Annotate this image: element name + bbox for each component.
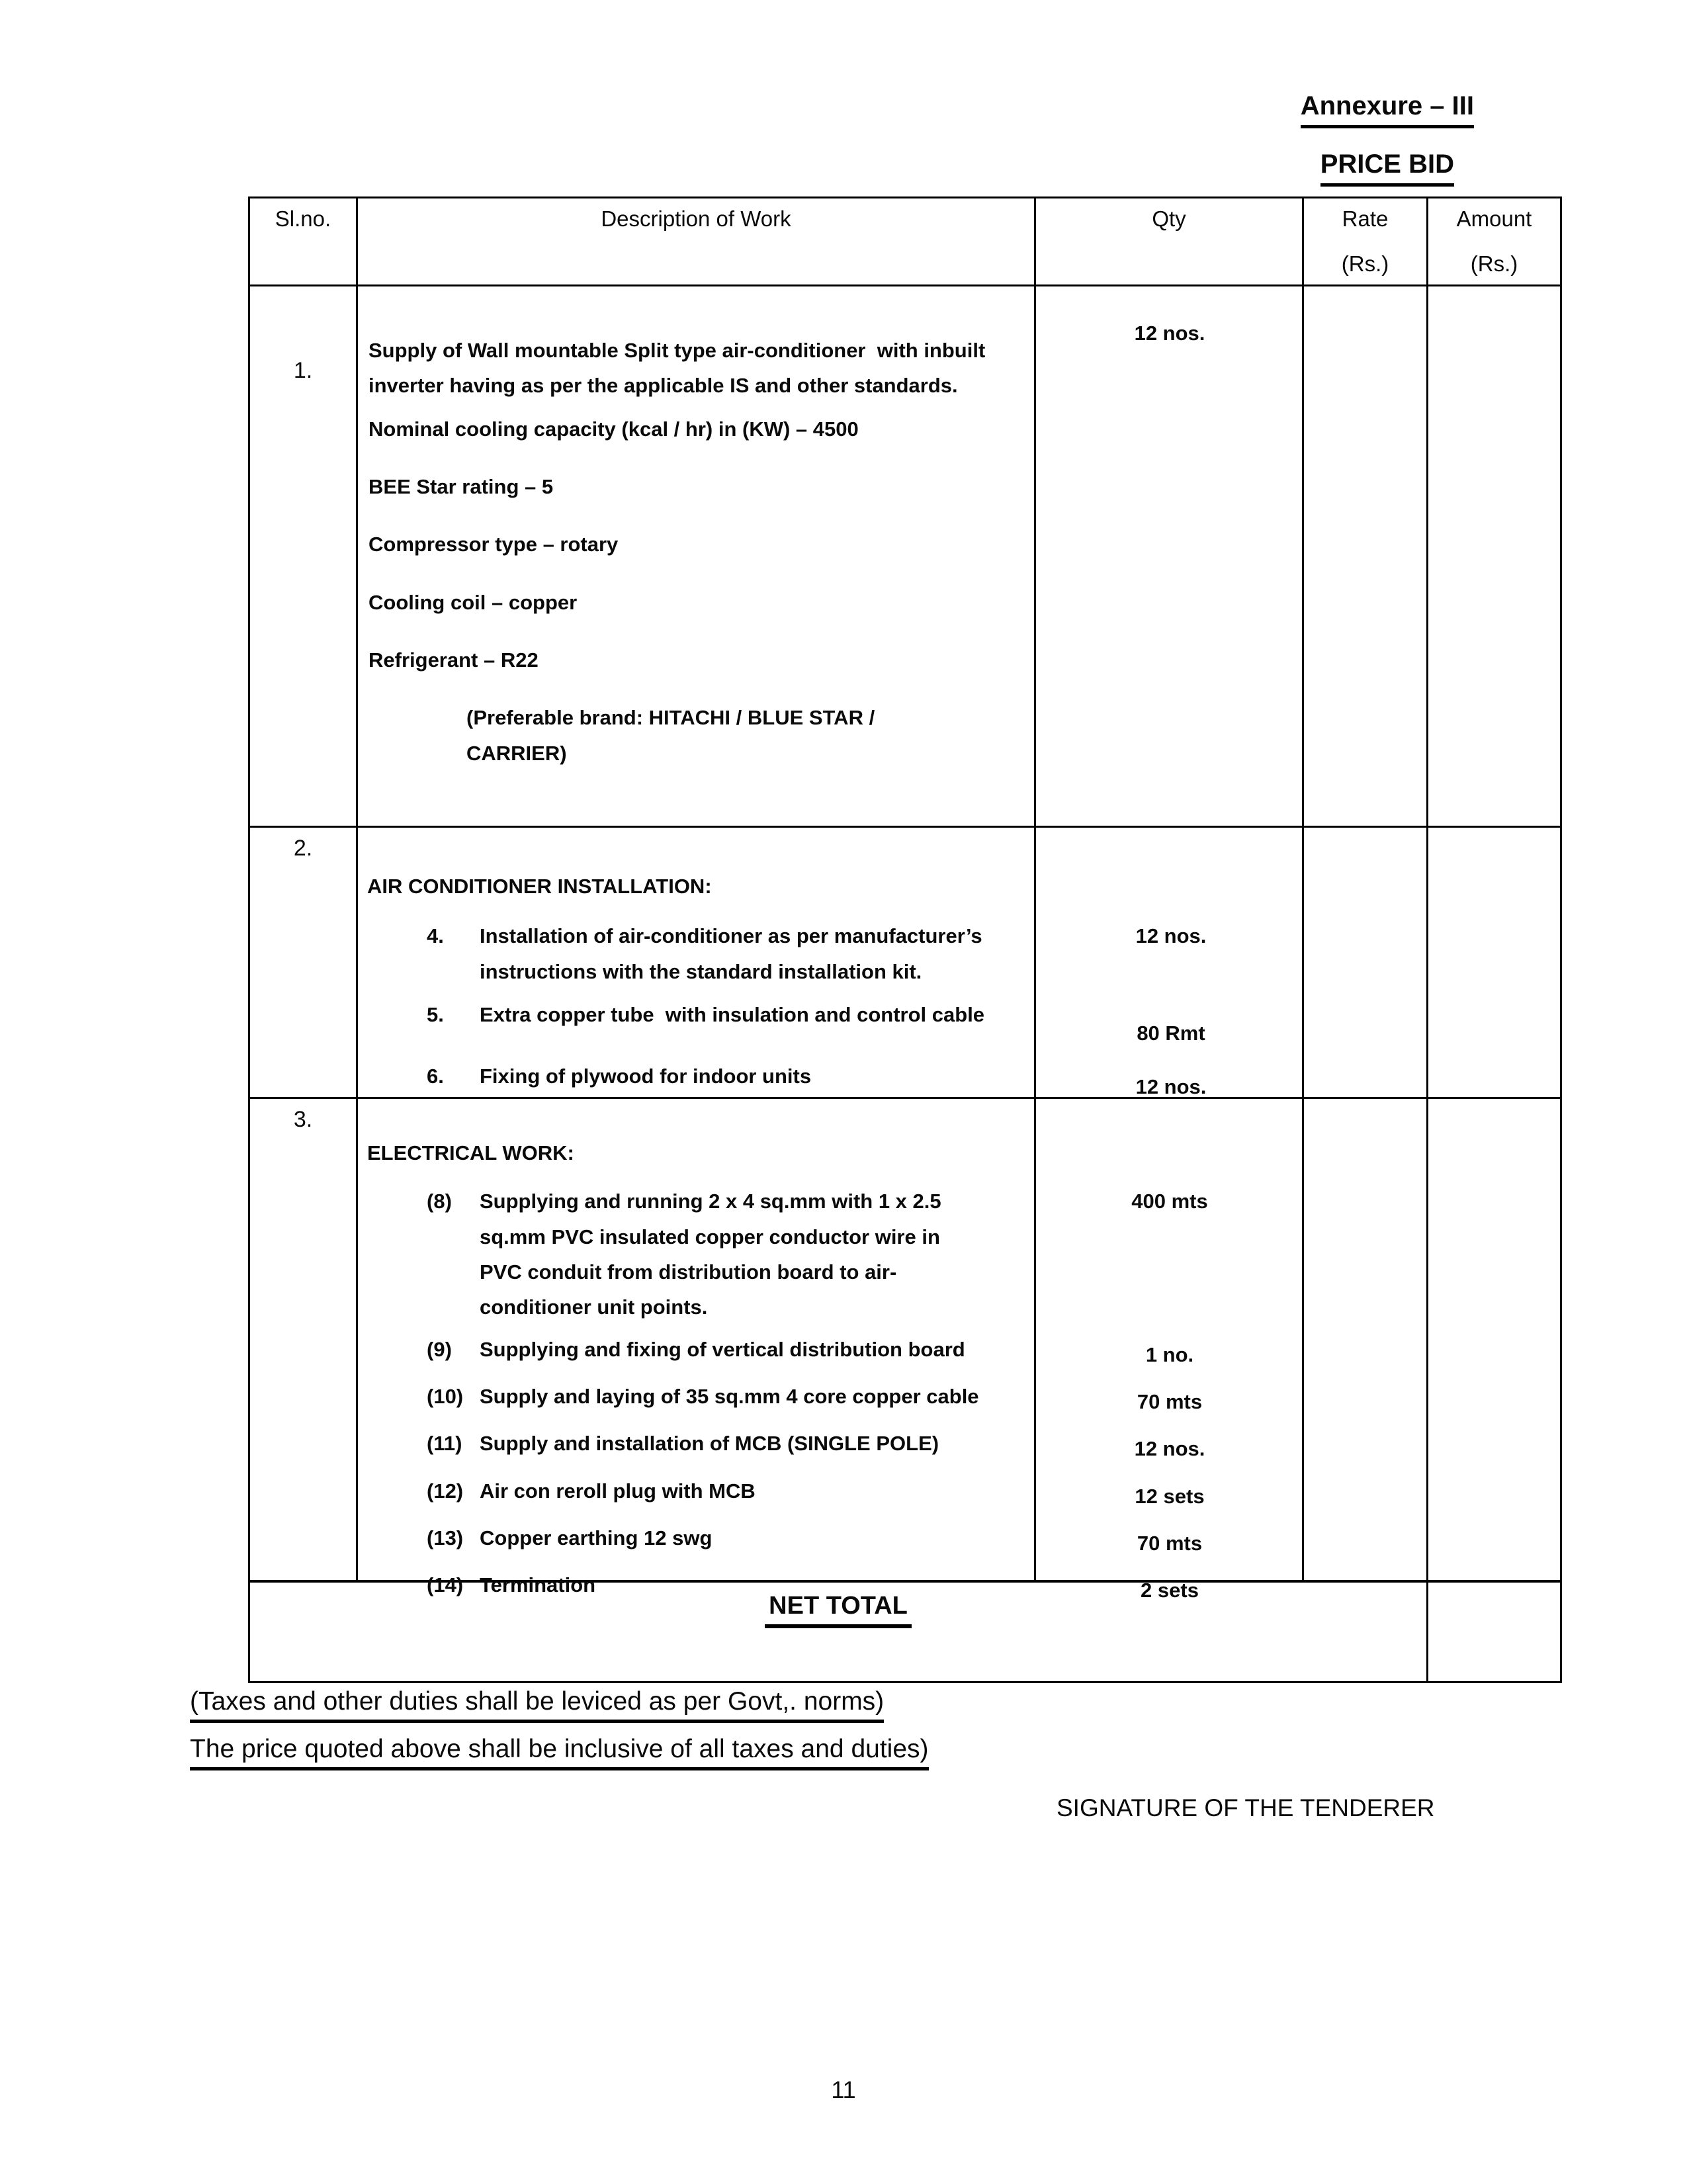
price-bid-subtitle: PRICE BID [1320,150,1454,187]
row1-spec-bee-rating: BEE Star rating – 5 [368,474,554,498]
header-amount [1426,198,1560,284]
header-rate [1302,198,1426,284]
page-heading [1301,91,1474,187]
page-number: 11 [831,2076,856,2103]
column-divider [1034,828,1036,1097]
header-description: Description of Work [356,198,1034,284]
row1-intro-row [368,322,1302,404]
item-text: Extra copper tube with insulation and control cable [480,1002,985,1026]
item-text: Copper earthing 12 swg [480,1526,713,1550]
row3-item-reroll-plug [367,1473,1302,1514]
signature-line: SIGNATURE OF THE TENDERER [1057,1794,1435,1821]
row1-spec-compressor: Compressor type – rotary [368,533,619,556]
row2-item-copper-tube [367,997,1302,1051]
row1-spec-cooling-capacity: Nominal cooling capacity (kcal / hr) in (KW) – 4500 [368,417,859,441]
item-qty: 1 no. [1145,1342,1194,1366]
row1-qty-value: 12 nos. [1134,322,1205,345]
net-total-amount-cell [1426,1580,1560,1681]
item-qty: 70 mts [1137,1389,1203,1413]
item-text: Termination [480,1573,596,1597]
item-number: (11) [427,1432,462,1456]
item-text: Supply and laying of 35 sq.mm 4 core copper cable [480,1384,979,1408]
row2-amount-cell [1426,826,1560,1097]
item-text: Supplying and running 2 x 4 sq.mm with 1 x 2.5 sq.mm PVC insulated copper conductor wire in PVC conduit from distribution board to air-conditioner unit points. [480,1190,947,1319]
header-qty: Qty [1034,198,1302,284]
header-slno: Sl.no. [275,206,331,231]
item-text: Supply and installation of MCB (SINGLE POLE) [480,1432,939,1456]
item-number: (9) [427,1337,452,1361]
row2-rate-cell [1302,826,1426,1097]
net-total-label: NET TOTAL [765,1592,912,1628]
row3-item-wire [367,1184,1302,1325]
tax-note-line2 [190,1735,929,1770]
column-divider [1034,286,1036,826]
header-rate-line1: Rate [1342,206,1389,231]
row3-amount-cell [1426,1097,1560,1580]
item-text: Installation of air-conditioner as per manufacturer’s instructions with the standard installation kit. [480,924,988,983]
item-number: (13) [427,1526,464,1550]
row1-spec-refrigerant: Refrigerant – R22 [368,648,539,672]
tax-note-line1-text: (Taxes and other duties shall be leviced as per Govt,. norms) [190,1687,884,1723]
item-number: 6. [427,1065,444,1088]
row3-description-cell [356,1097,1302,1602]
row1-brand-note: (Preferable brand: HITACHI / BLUE STAR / CARRIER) [466,706,881,765]
row3-item-earthing [367,1520,1302,1561]
price-bid-table [248,197,1562,1683]
item-qty: 12 nos. [1135,1075,1207,1099]
item-number: 4. [427,924,444,948]
row1-amount-cell [1426,284,1560,826]
row1-rate-cell [1302,284,1426,826]
row2-slno: 2. [250,826,356,1097]
item-number: (12) [427,1479,464,1503]
item-text: Supplying and fixing of vertical distribution board [480,1337,965,1361]
item-number: (10) [427,1384,464,1408]
row3-slno: 3. [250,1097,356,1580]
row3-item-mcb [367,1426,1302,1466]
tax-note-line2-text: The price quoted above shall be inclusive of all taxes and duties) [190,1735,929,1770]
row3-item-copper-cable [367,1379,1302,1419]
row1-intro-text: Supply of Wall mountable Split type air-conditioner with inbuilt inverter having as per the applicable IS and other standards. [368,339,991,398]
annexure-title: Annexure – III [1301,91,1474,128]
item-qty: 2 sets [1141,1579,1199,1602]
item-number: 5. [427,1002,444,1026]
row2-description-cell [356,826,1302,1097]
tax-note-line1 [190,1687,884,1723]
column-divider [1034,1099,1036,1580]
header-rate-line2: (Rs.) [1341,251,1389,276]
row3-rate-cell [1302,1097,1426,1580]
item-qty: 70 mts [1137,1531,1203,1555]
row2-heading: AIR CONDITIONER INSTALLATION: [367,875,712,898]
item-qty: 12 nos. [1135,924,1207,948]
row1-spec-cooling-coil: Cooling coil – copper [368,590,578,614]
item-qty: 400 mts [1131,1190,1208,1213]
row2-item-installation [367,918,1302,989]
item-qty: 80 Rmt [1137,1021,1205,1045]
row3-heading: ELECTRICAL WORK: [367,1141,574,1164]
item-number: (14) [427,1573,464,1597]
row3-item-distribution-board [367,1332,1302,1372]
row1-slno: 1. [250,284,356,826]
item-qty: 12 nos. [1134,1437,1205,1461]
item-number: (8) [427,1190,452,1213]
header-amount-line1: Amount [1456,206,1532,231]
row1-description-cell [356,284,1302,826]
item-text: Air con reroll plug with MCB [480,1479,756,1503]
item-text: Fixing of plywood for indoor units [480,1065,812,1088]
row3-item-termination [367,1567,1302,1608]
header-amount-line2: (Rs.) [1470,251,1518,276]
item-qty: 12 sets [1135,1484,1205,1508]
